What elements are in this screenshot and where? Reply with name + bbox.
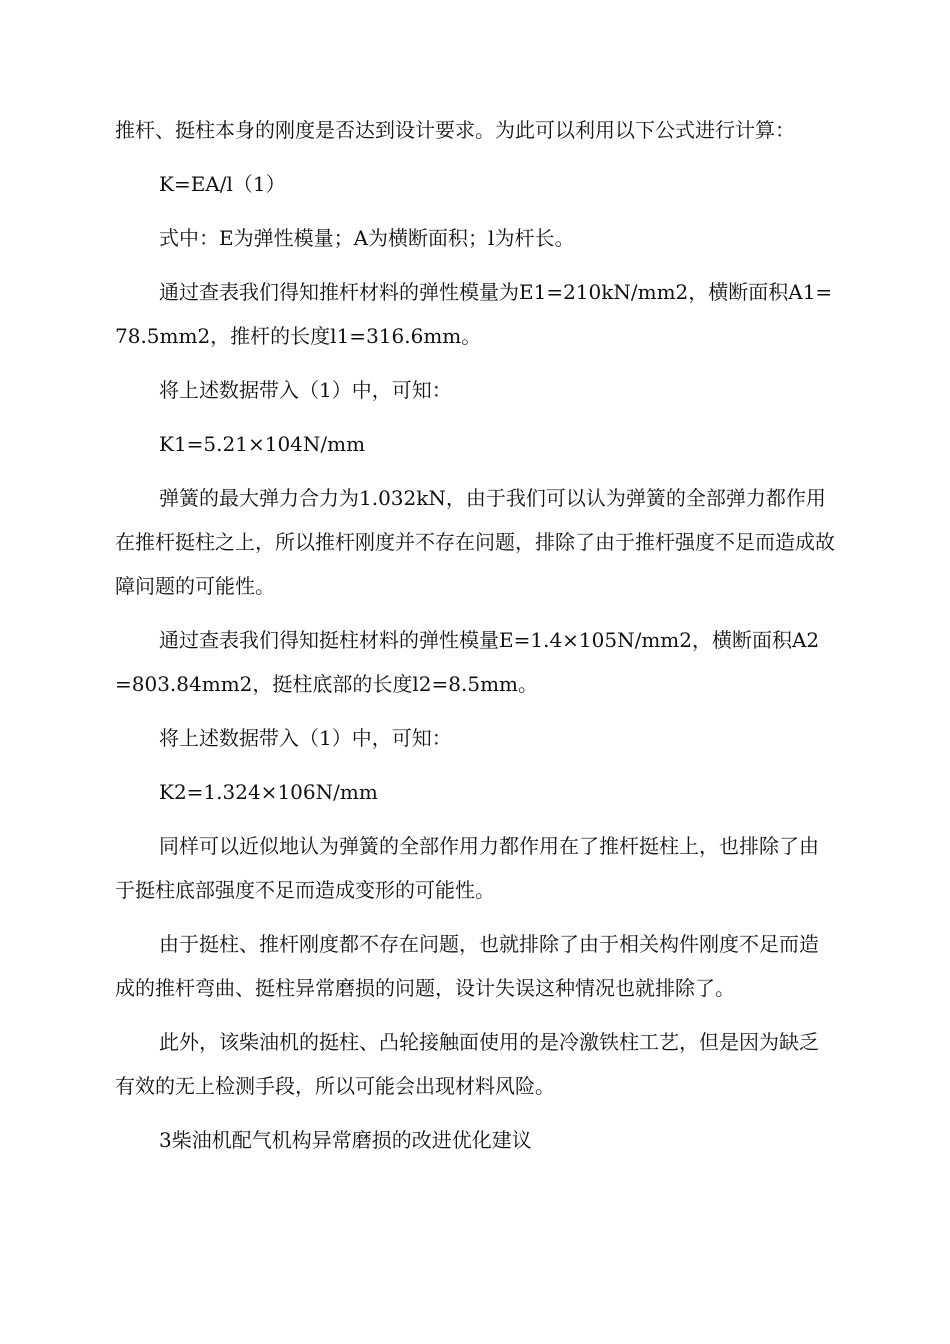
paragraph-pushrod-data: 通过查表我们得知推杆材料的弹性模量为E1=210kN/mm2，横断面积A1=78.5mm2，推杆的长度l1=316.6mm。 xyxy=(115,280,833,348)
paragraph-spring-pushrod: 弹簧的最大弹力合力为1.032kN，由于我们可以认为弹簧的全部弹力都作用在推杆挺柱之上，所以推杆刚度并不存在问题，排除了由于推杆强度不足而造成故障问题的可能性。 xyxy=(115,486,835,598)
paragraph-stiffness-conclusion: 由于挺柱、推杆刚度都不存在问题，也就排除了由于相关构件刚度不足而造成的推杆弯曲、挺柱异常磨损的问题，设计失误这种情况也就排除了。 xyxy=(115,932,819,1000)
formula-k: K=EA/l（1） xyxy=(159,172,286,196)
result-k1: K1=5.21×104N/mm xyxy=(159,432,366,456)
paragraph-material-risk: 此外，该柴油机的挺柱、凸轮接触面使用的是冷激铁柱工艺，但是因为缺乏有效的无上检测手段，所以可能会出现材料风险。 xyxy=(115,1030,819,1098)
paragraph-substitute-2: 将上述数据带入（1）中，可知： xyxy=(159,726,452,750)
paragraph-spring-tappet: 同样可以近似地认为弹簧的全部作用力都作用在了推杆挺柱上，也排除了由于挺柱底部强度不足而造成变形的可能性。 xyxy=(115,834,819,902)
result-k2: K2=1.324×106N/mm xyxy=(159,780,378,804)
section-heading: 3柴油机配气机构异常磨损的改进优化建议 xyxy=(159,1128,532,1152)
paragraph-tappet-data: 通过查表我们得知挺柱材料的弹性模量E=1.4×105N/mm2，横断面积A2=803.84mm2，挺柱底部的长度l2=8.5mm。 xyxy=(115,628,820,696)
formula-legend: 式中：E为弹性模量；A为横断面积；l为杆长。 xyxy=(159,226,575,250)
paragraph-substitute-1: 将上述数据带入（1）中，可知： xyxy=(159,378,452,402)
document-body xyxy=(115,108,835,1172)
paragraph-continuation: 推杆、挺柱本身的刚度是否达到设计要求。为此可以利用以下公式进行计算： xyxy=(115,118,795,142)
